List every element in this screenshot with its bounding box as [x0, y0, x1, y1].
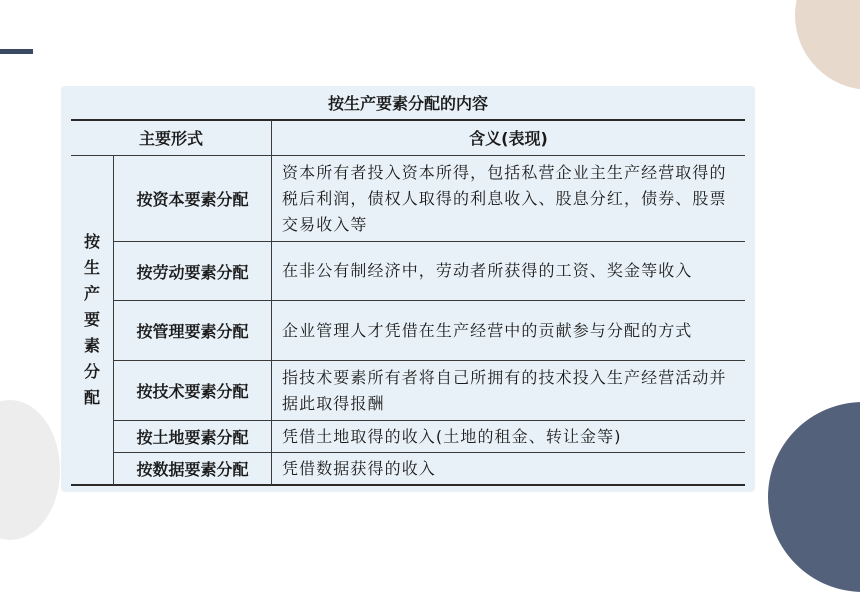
form-management: 按管理要素分配 [136, 322, 249, 341]
group-label: 按 生 产 要 素 分 配 [83, 232, 100, 407]
decorative-circle-gray [0, 400, 60, 540]
table-caption: 按生产要素分配的内容 [327, 94, 488, 113]
meaning-data: 凭借数据获得的收入 [282, 458, 436, 478]
decorative-accent-bar [0, 49, 33, 54]
form-labor: 按劳动要素分配 [136, 262, 249, 282]
meaning-land: 凭借土地取得的收入(土地的租金、转让金等) [282, 426, 622, 446]
decorative-circle-navy [768, 402, 860, 592]
header-meaning: 含义(表现) [469, 129, 548, 148]
meaning-capital: 资本所有者投入资本所得，包括私营企业主生产经营取得的税后利润，债权人取得的利息收入、股息分红，债券、股票交易收入等 [282, 162, 727, 234]
form-data: 按数据要素分配 [136, 460, 249, 479]
meaning-management: 企业管理人才凭借在生产经营中的贡献参与分配的方式 [282, 320, 693, 340]
form-capital: 按资本要素分配 [136, 190, 249, 209]
form-technology: 按技术要素分配 [136, 382, 249, 401]
decorative-circle-tan [795, 0, 860, 90]
meaning-labor: 在非公有制经济中，劳动者所获得的工资、奖金等收入 [282, 261, 693, 280]
header-main-form: 主要形式 [138, 129, 203, 148]
meaning-technology: 指技术要素所有者将自己所拥有的技术投入生产经营活动并据此取得报酬 [282, 367, 727, 413]
table-bottom-rule [71, 484, 745, 486]
form-land: 按土地要素分配 [136, 428, 249, 447]
